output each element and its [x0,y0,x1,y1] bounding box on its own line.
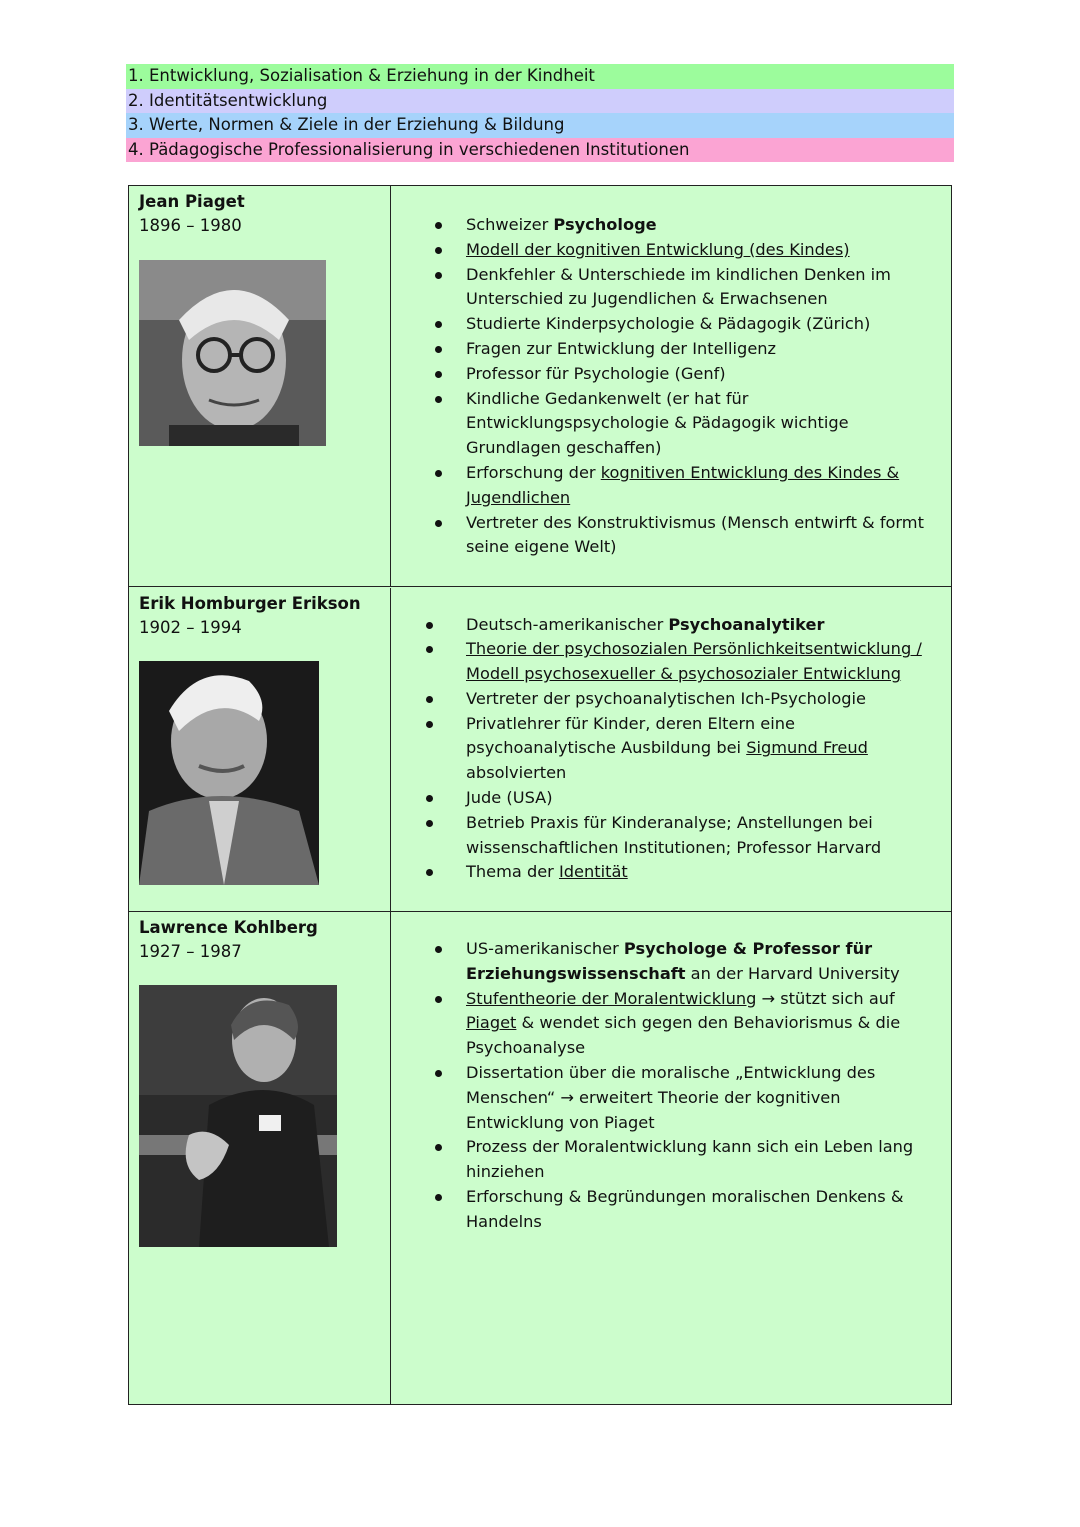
portrait-photo [139,985,337,1247]
fact-item: Schweizer Psychologe [392,213,940,238]
bullet-icon [435,346,442,353]
fact-item: Vertreter des Konstruktivismus (Mensch entwirft & formt seine eigene Welt) [392,511,940,561]
bullet-icon [435,996,442,1003]
fact-item: Dissertation über die moralische „Entwicklung des Menschen“ → erweitert Theorie der kognitiven Entwicklung von Piaget [392,1061,940,1135]
fact-item: Privatlehrer für Kinder, deren Eltern eine psychoanalytische Ausbildung bei Sigmund Freud absolvierten [392,712,940,786]
portrait-image [139,661,319,885]
bullet-icon [426,622,433,629]
portrait-photo [139,260,326,446]
bullet-icon [435,946,442,953]
portrait-photo [139,661,319,885]
person-details-cell [392,186,951,586]
person-info-cell [129,912,391,1404]
bullet-icon [426,869,433,876]
topic-1: 1. Entwicklung, Sozialisation & Erziehung in der Kindheit [126,64,954,89]
bullet-icon [435,321,442,328]
fact-list [392,613,940,886]
topic-3: 3. Werte, Normen & Ziele in der Erziehung & Bildung [126,113,954,138]
portrait-image [139,260,326,446]
person-name: Erik Homburger Erikson [139,593,361,613]
fact-item: Stufentheorie der Moralentwicklung → stützt sich auf Piaget & wendet sich gegen den Behaviorismus & die Psychoanalyse [392,987,940,1061]
fact-list [392,937,940,1235]
person-details-cell [392,912,951,1404]
bullet-icon [435,247,442,254]
fact-item: Theorie der psychosozialen Persönlichkeitsentwicklung / Modell psychosexueller & psychosozialer Entwicklung [392,637,940,687]
person-row-erikson [129,588,951,912]
bullet-icon [435,1194,442,1201]
person-row-kohlberg [129,912,951,1404]
fact-item: Betrieb Praxis für Kinderanalyse; Anstellungen bei wissenschaftlichen Institutionen; Professor Harvard [392,811,940,861]
person-years: 1896 – 1980 [139,216,242,235]
bullet-icon [435,272,442,279]
bullet-icon [435,520,442,527]
person-years: 1902 – 1994 [139,617,242,637]
bullet-icon [435,222,442,229]
person-row-piaget [129,186,951,587]
bullet-icon [426,696,433,703]
fact-item: Modell der kognitiven Entwicklung (des Kindes) [392,238,940,263]
topic-list [126,64,954,162]
fact-item: Denkfehler & Unterschiede im kindlichen Denken im Unterschied zu Jugendlichen & Erwachsenen [392,263,940,313]
person-name: Lawrence Kohlberg [139,918,318,937]
person-info-cell [129,588,391,911]
person-info-cell [129,186,391,586]
bullet-icon [435,396,442,403]
bullet-icon [435,470,442,477]
person-details-cell [392,588,951,911]
bullet-icon [426,795,433,802]
fact-item: Thema der Identität [392,860,940,885]
bullet-icon [426,646,433,653]
fact-item: Prozess der Moralentwicklung kann sich ein Leben lang hinziehen [392,1135,940,1185]
fact-item: Erforschung der kognitiven Entwicklung des Kindes & Jugendlichen [392,461,940,511]
fact-item: Professor für Psychologie (Genf) [392,362,940,387]
topic-4: 4. Pädagogische Professionalisierung in verschiedenen Institutionen [126,138,954,163]
bullet-icon [426,820,433,827]
fact-item: Deutsch-amerikanischer Psychoanalytiker [392,613,940,638]
bullet-icon [426,721,433,728]
bullet-icon [435,371,442,378]
topic-2: 2. Identitätsentwicklung [126,89,954,114]
bullet-icon [435,1070,442,1077]
fact-list [392,213,940,560]
portrait-image [139,985,337,1247]
bullet-icon [435,1144,442,1151]
fact-item: Studierte Kinderpsychologie & Pädagogik (Zürich) [392,312,940,337]
person-years: 1927 – 1987 [139,942,242,961]
fact-item: Erforschung & Begründungen moralischen Denkens & Handelns [392,1185,940,1235]
fact-item: Kindliche Gedankenwelt (er hat für Entwicklungspsychologie & Pädagogik wichtige Grundlagen geschaffen) [392,387,940,461]
fact-item: Jude (USA) [392,786,940,811]
fact-item: US-amerikanischer Psychologe & Professor für Erziehungswissenschaft an der Harvard University [392,937,940,987]
person-name: Jean Piaget [139,192,245,211]
persons-table [128,185,952,1405]
fact-item: Fragen zur Entwicklung der Intelligenz [392,337,940,362]
fact-item: Vertreter der psychoanalytischen Ich-Psychologie [392,687,940,712]
